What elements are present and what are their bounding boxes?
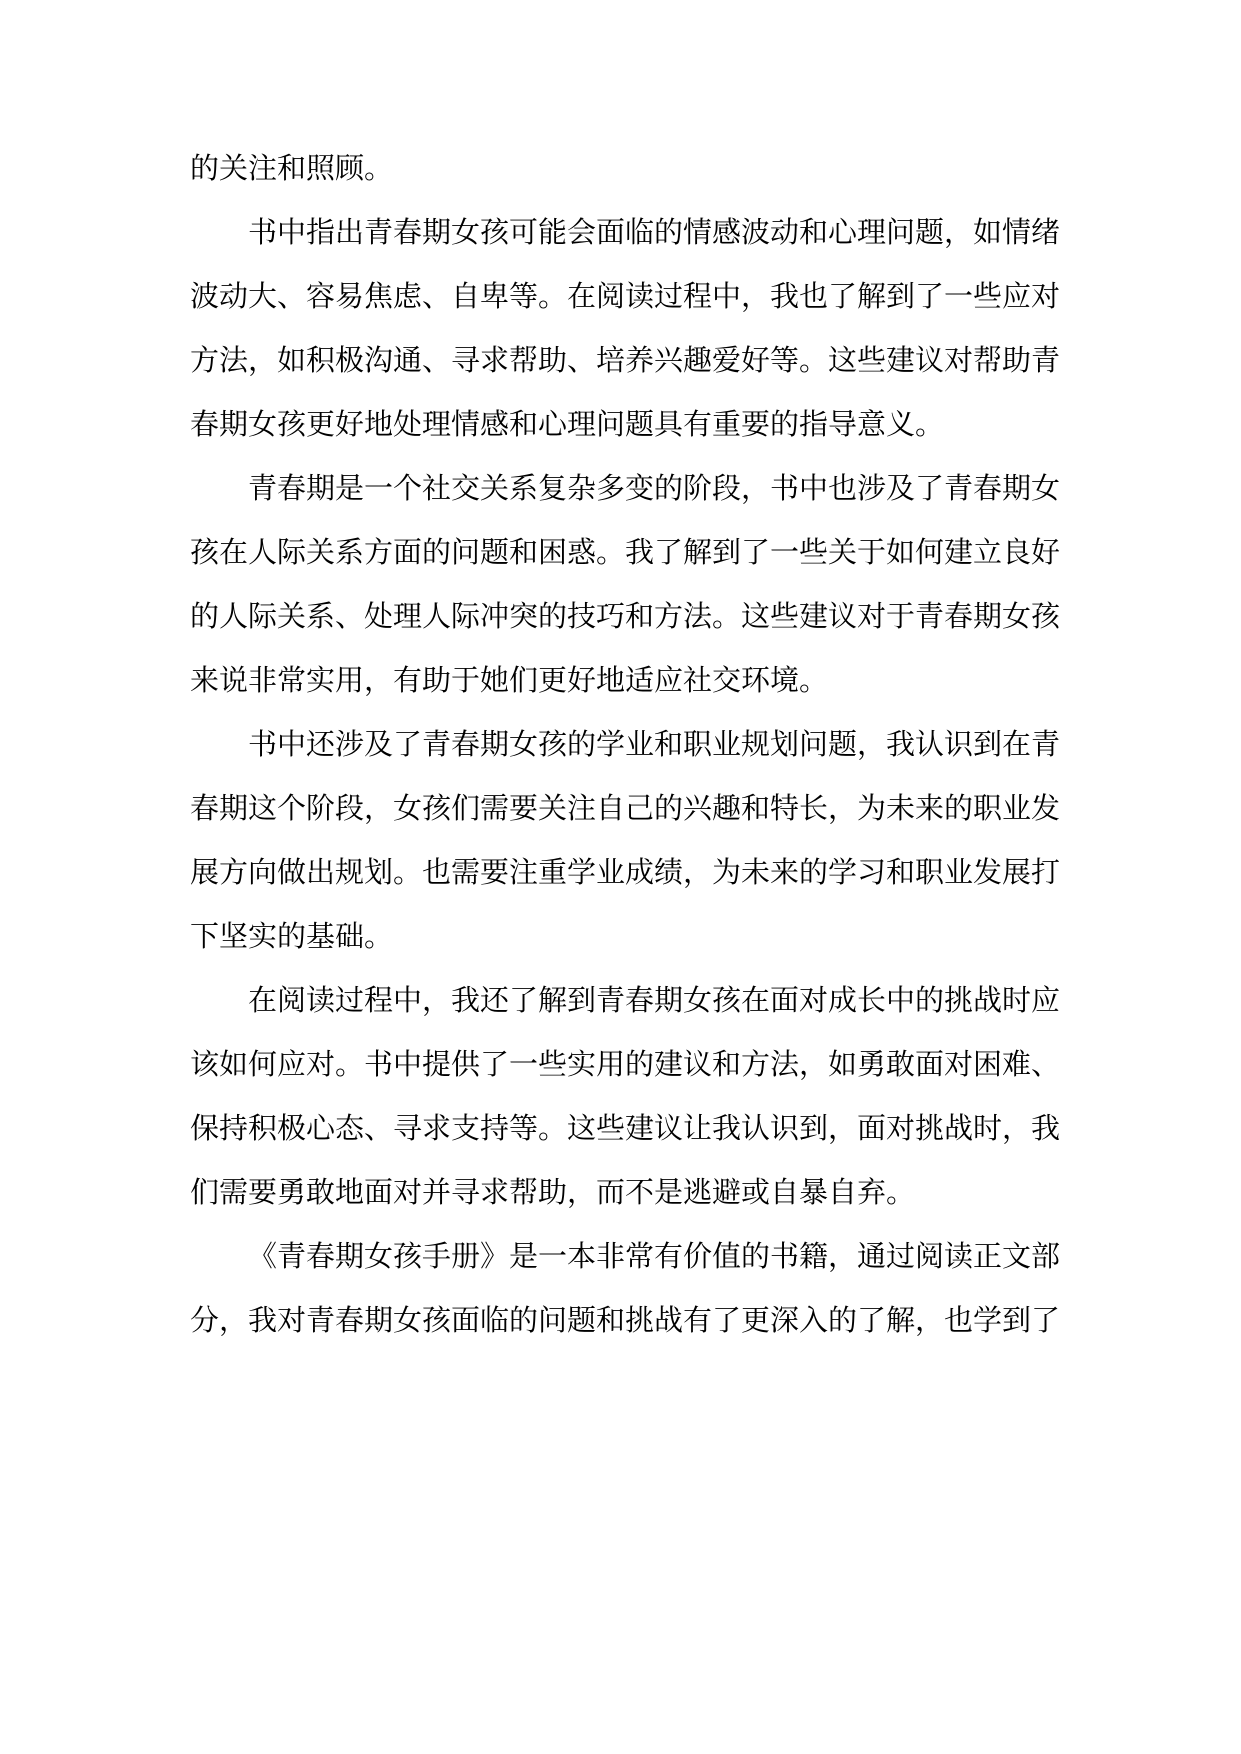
text-line: 波动大、容易焦虑、自卑等。在阅读过程中，我也了解到了一些应对 [190, 279, 1061, 313]
text-line: 该如何应对。书中提供了一些实用的建议和方法，如勇敢面对困难、 [190, 1047, 1061, 1081]
text-line: 春期女孩更好地处理情感和心理问题具有重要的指导意义。 [190, 407, 945, 441]
text-line: 保持积极心态、寻求支持等。这些建议让我认识到，面对挑战时，我 [190, 1111, 1061, 1145]
paragraph-first-line: 书中还涉及了青春期女孩的学业和职业规划问题，我认识到在青 [248, 727, 1061, 761]
text-line: 的关注和照顾。 [190, 151, 394, 185]
text-line: 来说非常实用，有助于她们更好地适应社交环境。 [190, 663, 829, 697]
paragraph-first-line: 在阅读过程中，我还了解到青春期女孩在面对成长中的挑战时应 [248, 983, 1061, 1017]
text-line: 孩在人际关系方面的问题和困惑。我了解到了一些关于如何建立良好 [190, 535, 1061, 569]
text-line: 分，我对青春期女孩面临的问题和挑战有了更深入的了解，也学到了 [190, 1303, 1061, 1337]
text-line: 春期这个阶段，女孩们需要关注自己的兴趣和特长，为未来的职业发 [190, 791, 1061, 825]
text-line: 的人际关系、处理人际冲突的技巧和方法。这些建议对于青春期女孩 [190, 599, 1061, 633]
paragraph-first-line: 《青春期女孩手册》是一本非常有价值的书籍，通过阅读正文部 [248, 1239, 1061, 1273]
document-body [190, 136, 1061, 1352]
paragraph-first-line: 书中指出青春期女孩可能会面临的情感波动和心理问题，如情绪 [248, 215, 1061, 249]
text-line: 展方向做出规划。也需要注重学业成绩，为未来的学习和职业发展打 [190, 855, 1061, 889]
text-line: 们需要勇敢地面对并寻求帮助，而不是逃避或自暴自弃。 [190, 1175, 916, 1209]
text-line: 方法，如积极沟通、寻求帮助、培养兴趣爱好等。这些建议对帮助青 [190, 343, 1061, 377]
text-line: 下坚实的基础。 [190, 919, 394, 953]
paragraph-first-line: 青春期是一个社交关系复杂多变的阶段，书中也涉及了青春期女 [248, 471, 1061, 505]
